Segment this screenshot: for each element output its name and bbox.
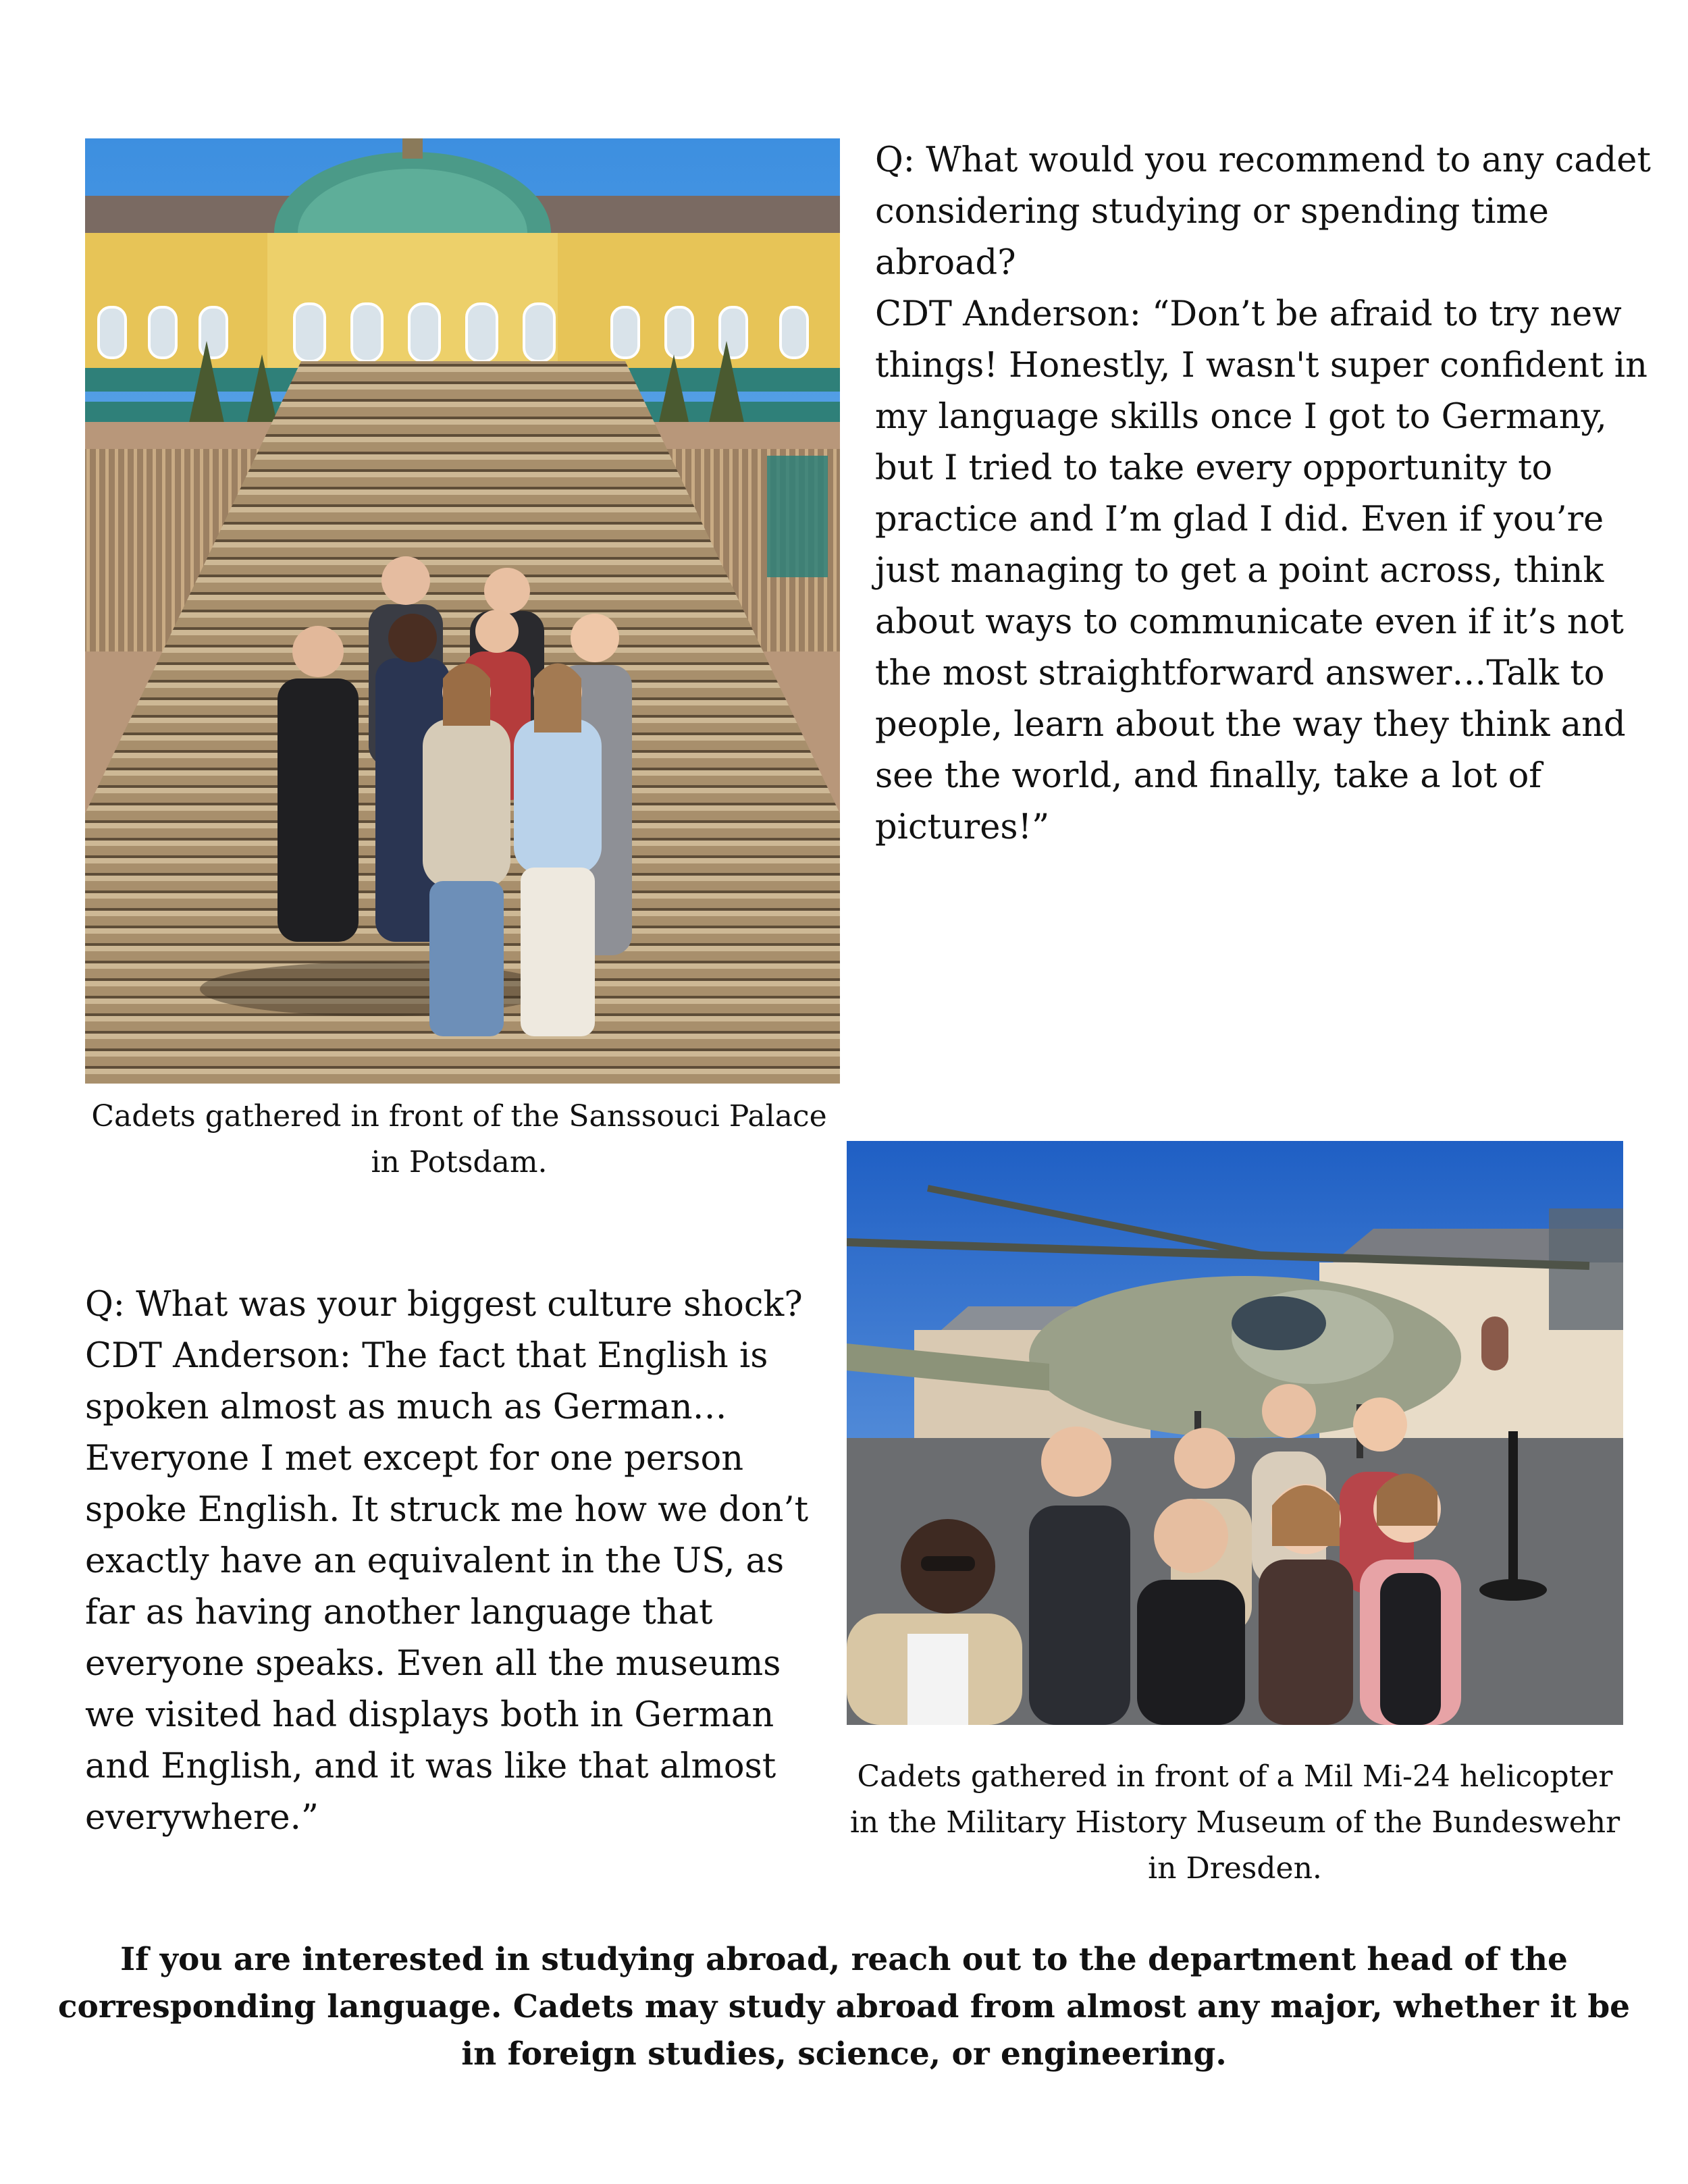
helicopter-photo-illustration — [847, 1141, 1623, 1725]
qa-culture-shock-answer: CDT Anderson: The fact that English is spoken almost as much as German… Everyone I met except for one person spoke English. It struck me how we don’t exactly have an equivalent in the US, as far as having another language that everyone speaks. Even all the museums we visited had displays both in German and English, and it was like that almost everywhere.” — [85, 1336, 809, 1838]
qa-recommendation-answer: CDT Anderson: “Don’t be afraid to try new things! Honestly, I wasn't super confident in my language skills once I got to Germany, but I tried to take every opportunity to practice and I’m glad I did. Even if you’re just managing to get a point across, think about ways to communicate even if it’s not the most straightforward answer…Talk to people, learn about the way they think and see the world, and finally, take a lot of pictures!” — [875, 294, 1647, 847]
qa-recommendation-question: Q: What would you recommend to any cadet considering studying or spending time abroad? — [875, 140, 1651, 283]
qa-recommendation — [875, 135, 1652, 853]
qa-culture-shock — [85, 1279, 835, 1844]
palace-photo-illustration — [85, 138, 840, 1084]
closing-note: If you are interested in studying abroad, reach out to the department head of the corresponding language. Cadets may study abroad from almost any major, whether it be in foreign studies, science, or engineering. — [57, 1941, 1631, 2073]
helicopter-photo-caption: Cadets gathered in front of a Mil Mi-24 helicopter in the Military History Museum of the Bundeswehr in Dresden. — [849, 1759, 1620, 1886]
helicopter-photo — [847, 1141, 1623, 1725]
palace-photo-caption: Cadets gathered in front of the Sanssouci Palace in Potsdam. — [91, 1099, 827, 1179]
qa-culture-shock-question: Q: What was your biggest culture shock? — [85, 1285, 803, 1325]
palace-photo — [85, 138, 840, 1084]
